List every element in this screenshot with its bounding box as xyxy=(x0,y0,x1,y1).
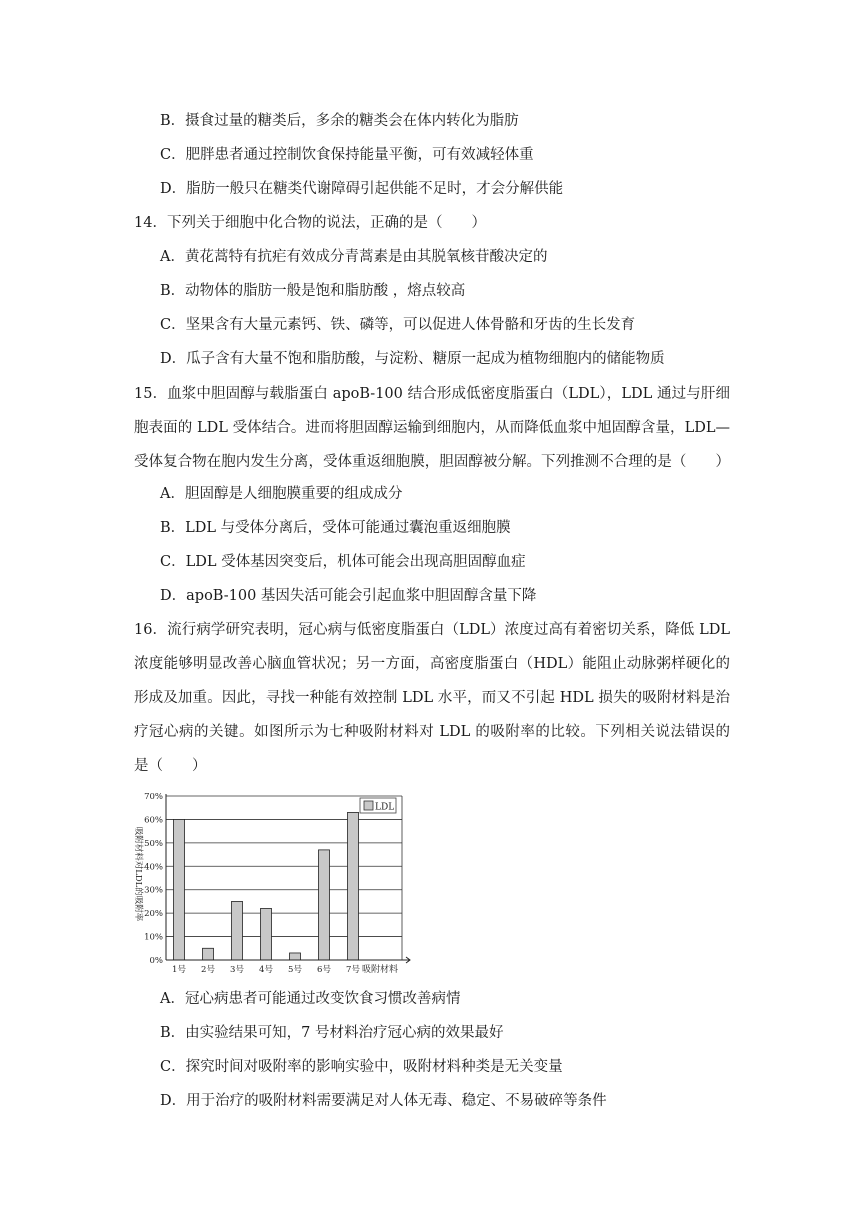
bar-1 xyxy=(174,819,185,960)
y-tick-label: 40% xyxy=(144,862,163,873)
bar-4 xyxy=(261,908,272,960)
y-tick-label: 50% xyxy=(144,838,163,849)
x-tick-label: 1号 xyxy=(172,965,186,975)
option-letter: D． xyxy=(160,181,187,197)
option-text: LDL 受体基因突变后，机体可能会出现高胆固醇血症 xyxy=(185,554,526,570)
option-letter: B． xyxy=(160,113,186,129)
q16-option-b xyxy=(160,1023,504,1043)
q16-stem-line-3: 形成及加重。因此，寻找一种能有效控制 LDL 水平，而又不引起 HDL 损失的吸附材料是治 xyxy=(134,690,730,706)
legend-swatch xyxy=(364,801,373,810)
q15-stem-line-2: 胞表面的 LDL 受体结合。进而将胆固醇运输到细胞内，从而降低血浆中旭固醇含量，LDL— xyxy=(134,420,730,436)
option-text: 冠心病患者可能通过改变饮食习惯改善病情 xyxy=(184,991,461,1007)
ldl-adsorption-bar-chart xyxy=(126,786,416,976)
option-letter: D． xyxy=(160,351,187,367)
option-text: 脂肪一般只在糖类代谢障碍引起供能不足时，才会分解供能 xyxy=(186,181,564,197)
y-tick-label: 60% xyxy=(144,815,163,826)
option-d xyxy=(160,179,563,199)
chart-x-axis-label: 吸附材料 xyxy=(362,965,399,975)
y-tick-label: 10% xyxy=(144,932,163,943)
q15-option-d xyxy=(160,586,536,606)
q14-option-a xyxy=(160,247,547,267)
q15-option-c xyxy=(160,552,526,572)
option-letter: A． xyxy=(160,486,185,502)
bar-5 xyxy=(290,953,301,960)
option-text: 用于治疗的吸附材料需要满足对人体无毒、稳定、不易破碎等条件 xyxy=(186,1093,607,1109)
x-tick-label: 4号 xyxy=(259,965,273,975)
q14-option-b xyxy=(160,281,465,301)
option-text: LDL 与受体分离后，受体可能通过囊泡重返细胞膜 xyxy=(185,520,511,536)
x-tick-label: 7号 xyxy=(346,965,360,975)
q16-stem-line-4: 疗冠心病的关键。如图所示为七种吸附材料对 LDL 的吸附率的比较。下列相关说法错误的 xyxy=(134,724,730,740)
y-tick-label: 70% xyxy=(144,792,163,802)
option-text: apoB-100 基因失活可能会引起血浆中胆固醇含量下降 xyxy=(186,588,537,604)
option-letter: C． xyxy=(160,554,186,570)
option-letter: C． xyxy=(160,317,186,333)
option-letter: C． xyxy=(160,1059,186,1075)
q15-option-a xyxy=(160,484,402,504)
x-tick-label: 5号 xyxy=(288,965,302,975)
bar-2 xyxy=(203,948,214,960)
option-letter: A． xyxy=(160,991,185,1007)
option-text: 由实验结果可知，7 号材料治疗冠心病的效果最好 xyxy=(185,1025,504,1041)
q16-option-a xyxy=(160,989,460,1009)
bar-6 xyxy=(319,850,330,960)
option-text: 坚果含有大量元素钙、铁、磷等，可以促进人体骨骼和牙齿的生长发育 xyxy=(185,317,636,333)
chart-y-axis-label: 吸附材料对LDL的吸附率 xyxy=(133,826,143,922)
option-text: 黄花蒿特有抗疟有效成分青蒿素是由其脱氧核苷酸决定的 xyxy=(184,249,548,265)
option-text: 肥胖患者通过控制饮食保持能量平衡，可有效减轻体重 xyxy=(185,147,534,163)
option-text: 探究时间对吸附率的影响实验中，吸附材料种类是无关变量 xyxy=(185,1059,563,1075)
q15-stem-line-3: 受体复合物在胞内发生分离，受体重返细胞膜，胆固醇被分解。下列推测不合理的是（ ） xyxy=(134,454,730,470)
y-tick-label: 20% xyxy=(144,909,163,920)
q16-option-c xyxy=(160,1057,563,1077)
x-tick-label: 6号 xyxy=(317,965,331,975)
chart-bars xyxy=(174,812,359,960)
q15-option-b xyxy=(160,518,511,538)
y-tick-label: 0% xyxy=(149,956,163,966)
chart-legend xyxy=(360,798,396,813)
option-letter: B． xyxy=(160,283,186,299)
option-letter: D． xyxy=(160,1093,187,1109)
option-b xyxy=(160,111,519,131)
q15-stem-line-1: 15．血浆中胆固醇与载脂蛋白 apoB-100 结合形成低密度脂蛋白（LDL），LDL 通过与肝细 xyxy=(134,386,730,402)
option-c xyxy=(160,145,534,165)
q14-option-c xyxy=(160,315,635,335)
option-text: 摄食过量的糖类后，多余的糖类会在体内转化为脂肪 xyxy=(185,113,519,129)
option-letter: C． xyxy=(160,147,186,163)
x-tick-label: 3号 xyxy=(230,965,244,975)
q16-stem-line-5: 是（ ） xyxy=(134,758,207,774)
x-tick-label: 2号 xyxy=(201,965,215,975)
q14-option-d xyxy=(160,349,665,369)
q16-stem-line-1: 16．流行病学研究表明，冠心病与低密度脂蛋白（LDL）浓度过高有着密切关系，降低 LDL xyxy=(134,622,730,638)
option-letter: A． xyxy=(160,249,185,265)
x-axis-arrow xyxy=(402,957,410,963)
bar-7 xyxy=(348,812,359,960)
option-letter: D． xyxy=(160,588,187,604)
option-text: 动物体的脂肪一般是饱和脂肪酸 ，熔点较高 xyxy=(185,283,466,299)
q14-stem: 14．下列关于细胞中化合物的说法，正确的是（ ） xyxy=(134,215,486,231)
legend-label-ldl: LDL xyxy=(375,802,395,813)
y-tick-label: 30% xyxy=(144,885,163,896)
option-letter: B． xyxy=(160,520,186,536)
bar-3 xyxy=(232,901,243,960)
chart-gridlines xyxy=(166,796,402,937)
q16-stem-line-2: 浓度能够明显改善心脑血管状况；另一方面，高密度脂蛋白（HDL）能阻止动脉粥样硬化的 xyxy=(134,656,730,672)
option-text: 胆固醇是人细胞膜重要的组成成分 xyxy=(184,486,403,502)
option-letter: B． xyxy=(160,1025,186,1041)
option-text: 瓜子含有大量不饱和脂肪酸，与淀粉、糖原一起成为植物细胞内的储能物质 xyxy=(186,351,665,367)
q16-option-d xyxy=(160,1091,607,1111)
